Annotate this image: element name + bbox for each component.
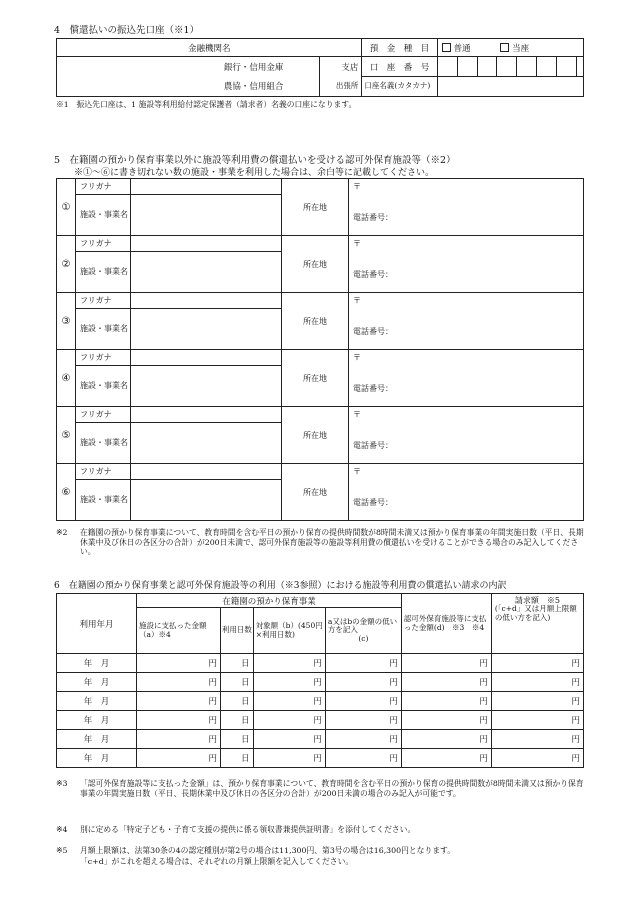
col-days-header: 利用日数 [221,608,254,654]
claim-row [57,711,584,730]
acct-digit-6[interactable] [537,57,557,77]
month-cell[interactable]: 年 月 [57,730,137,749]
postal-mark: 〒 [353,182,361,191]
s5-note: 在籍園の預かり保育事業について、教育時間を含む平日の預かり保育の提供時間数が8時間未満又は預かり保育事業の年間実施日数（平日、長期休業中及び休日の各区分の合計）が200日未満で、認可外保育施設等の施設等利用費の償還払いを受けることができる場合のみ記入してください。 [80,528,584,557]
amount-b-cell[interactable]: 円 [253,692,325,711]
note3: 「認可外保育施設等に支払った金額」は、預かり保育事業について、教育時間を含む平日の預かり保育の提供時間数が8時間未満又は預かり保育事業の年間実施日数（平日、長期休業中及び休日の各区分の合計）が200日未満の場合のみ記入が可能です。 [80,779,584,798]
furigana-label: フリガナ [76,464,131,480]
month-cell[interactable]: 年 月 [57,654,137,673]
days-cell[interactable]: 日 [221,730,254,749]
bank-account-table [56,38,584,97]
holder-label: 口座名義(カタカナ) [362,77,437,97]
facility-name-input[interactable] [131,195,282,236]
furigana-input[interactable] [131,407,282,423]
location-cell[interactable] [349,464,584,521]
facility-name-input[interactable] [131,480,282,521]
location-label: 所在地 [282,236,349,293]
facility-name-label [76,309,131,350]
amount-c-cell[interactable]: 円 [325,749,401,768]
location-cell[interactable] [349,179,584,236]
account-number-label: 口 座 番 号 [362,57,437,77]
facility-name-input[interactable] [131,252,282,293]
col-c-header [325,608,401,654]
amount-d-cell[interactable]: 円 [401,673,491,692]
request-amount-cell[interactable]: 円 [491,673,583,692]
amount-d-cell[interactable]: 円 [401,711,491,730]
days-cell[interactable]: 日 [221,673,254,692]
facility-name-input[interactable] [131,423,282,464]
request-amount-cell[interactable]: 円 [491,692,583,711]
month-cell[interactable]: 年 月 [57,692,137,711]
phone-label: 電話番号： [353,327,393,336]
claim-row [57,673,584,692]
claim-row [57,692,584,711]
col-c-text: a又はbの金額の低い方を記入 [327,616,398,635]
furigana-input[interactable] [131,179,282,195]
col-month-header: 利用年月 [57,594,137,654]
amount-d-cell[interactable]: 円 [401,730,491,749]
location-cell[interactable] [349,407,584,464]
futsu-label: 普通 [453,43,471,54]
amount-a-cell[interactable]: 円 [136,711,220,730]
col-b-header: 対象額（b）(450円×利用日数) [253,608,325,654]
days-cell[interactable]: 日 [221,654,254,673]
amount-c-cell[interactable]: 円 [325,654,401,673]
section4-title: 4 償還払いの振込先口座（※1） [54,25,200,36]
bank-line: 銀行・信用金庫 [57,57,320,77]
phone-label: 電話番号： [353,213,393,222]
postal-mark: 〒 [353,410,361,419]
section5-subtitle: ※①～⑥に書き切れない数の施設・事業を利用した場合は、余白等に記載してください。 [74,168,435,178]
amount-b-cell[interactable]: 円 [253,711,325,730]
location-cell[interactable] [349,236,584,293]
request-amount-cell[interactable]: 円 [491,730,583,749]
postal-mark: 〒 [353,239,361,248]
location-label: 所在地 [282,350,349,407]
amount-d-cell[interactable]: 円 [401,654,491,673]
furigana-label: フリガナ [76,293,131,309]
checkbox-toza[interactable] [500,43,509,52]
amount-b-cell[interactable]: 円 [253,730,325,749]
note5a: 月額上限額は、法第30条の4の認定種別が第2号の場合は11,300円、第3号の場合は16,300円となります。 [80,846,456,855]
location-cell[interactable] [349,350,584,407]
col-req-header [491,594,583,654]
location-label: 所在地 [282,179,349,236]
note4: 別に定める「特定子ども・子育て支援の提供に係る領収書兼提供証明書」を添付してください。 [80,825,416,834]
postal-mark: 〒 [353,296,361,305]
toza-label: 当座 [512,43,530,54]
acct-digit-4[interactable] [497,57,517,77]
amount-a-cell[interactable]: 円 [136,673,220,692]
phone-label: 電話番号： [353,498,393,507]
furigana-input[interactable] [131,464,282,480]
location-label: 所在地 [282,407,349,464]
acct-digit-7[interactable] [557,57,577,77]
claim-table [56,593,584,768]
claim-row [57,730,584,749]
amount-b-cell[interactable]: 円 [253,673,325,692]
col-c-mark: (c) [358,633,369,643]
facility-number: ② [57,236,76,293]
note3-mark: ※3 [56,779,68,788]
acct-digit-3[interactable] [477,57,497,77]
acct-digit-5[interactable] [517,57,537,77]
facility-number: ⑥ [57,464,76,521]
facility-table [56,178,584,521]
noukyo-line: 農協・信用組合 [57,77,320,97]
claim-row [57,654,584,673]
facility-name-input[interactable] [131,309,282,350]
section5-title: 5 在籍園の預かり保育事業以外に施設等利用費の償還払いを受ける認可外保育施設等（※2） [54,155,456,166]
furigana-label: フリガナ [76,407,131,423]
postal-mark: 〒 [353,353,361,362]
facility-name-label [76,252,131,293]
facility-name-text: 施設・事業名 [80,381,128,391]
furigana-label: フリガナ [76,350,131,366]
facility-number: ④ [57,350,76,407]
furigana-input[interactable] [131,350,282,366]
amount-a-cell[interactable]: 円 [136,749,220,768]
col-group-header: 在籍園の預かり保育事業 [136,594,401,608]
facility-number: ③ [57,293,76,350]
section6-title: 6 在籍園の預かり保育事業と認可外保育施設等の利用（※3参照）における施設等利用費の償還払い請求の内訳 [54,581,507,591]
note4-mark: ※4 [56,825,68,834]
days-cell[interactable]: 日 [221,711,254,730]
facility-name-label [76,366,131,407]
amount-c-cell[interactable]: 円 [325,692,401,711]
month-cell[interactable]: 年 月 [57,711,137,730]
amount-c-cell[interactable]: 円 [325,711,401,730]
claim-row [57,749,584,768]
col-req-title: 請求額 ※5 [514,596,560,605]
furigana-input[interactable] [131,236,282,252]
amount-c-cell[interactable]: 円 [325,673,401,692]
request-amount-cell[interactable]: 円 [491,749,583,768]
amount-b-cell[interactable]: 円 [253,749,325,768]
acct-digit-2[interactable] [457,57,477,77]
days-cell[interactable]: 日 [221,692,254,711]
holder-input[interactable] [437,77,583,97]
s5-note-mark: ※2 [56,528,68,537]
furigana-label: フリガナ [76,179,131,195]
checkbox-futsu[interactable] [442,43,451,52]
col-req-sub: (「c+d」又は月額上限額の低い方を記入) [494,604,577,622]
facility-name-input[interactable] [131,366,282,407]
s4-note: ※1 振込先口座は、1 施設等利用給付認定保護者（請求者）名義の口座になります。 [56,100,357,109]
facility-name-text: 施設・事業名 [80,324,128,334]
facility-name-label [76,195,131,236]
location-cell[interactable] [349,293,584,350]
note5-mark: ※5 [56,846,68,855]
branch-label: 支店 [320,57,362,77]
bank-name-header: 金融機関名 [57,39,362,57]
phone-label: 電話番号： [353,270,393,279]
request-amount-cell[interactable]: 円 [491,711,583,730]
amount-a-cell[interactable]: 円 [136,692,220,711]
branch2-label: 出張所 [320,77,362,97]
facility-name-label [76,480,131,521]
facility-name-text: 施設・事業名 [80,267,128,277]
days-cell[interactable]: 日 [221,749,254,768]
phone-label: 電話番号： [353,384,393,393]
account-type-options [437,39,583,57]
location-label: 所在地 [282,464,349,521]
facility-name-text: 施設・事業名 [80,438,128,448]
furigana-label: フリガナ [76,236,131,252]
amount-a-cell[interactable]: 円 [136,654,220,673]
month-cell[interactable]: 年 月 [57,673,137,692]
amount-b-cell[interactable]: 円 [253,654,325,673]
col-a-header: 施設に支払った金額（a）※4 [136,608,220,654]
phone-label: 電話番号： [353,441,393,450]
request-amount-cell[interactable]: 円 [491,654,583,673]
facility-name-text: 施設・事業名 [80,210,128,220]
note5b: 「c+d」がこれを超える場合は、それぞれの月額上限額を記入してください。 [80,857,354,866]
facility-number: ⑤ [57,407,76,464]
account-type-label: 預 金 種 目 [362,39,437,57]
amount-c-cell[interactable]: 円 [325,730,401,749]
facility-name-text: 施設・事業名 [80,495,128,505]
amount-d-cell[interactable]: 円 [401,692,491,711]
postal-mark: 〒 [353,467,361,476]
month-cell[interactable]: 年 月 [57,749,137,768]
facility-name-label [76,423,131,464]
amount-d-cell[interactable]: 円 [401,749,491,768]
furigana-input[interactable] [131,293,282,309]
col-d-header: 認可外保育施設等に支払った金額(d) ※3 ※4 [401,594,491,654]
facility-number: ① [57,179,76,236]
acct-digit-1[interactable] [437,57,457,77]
amount-a-cell[interactable]: 円 [136,730,220,749]
location-label: 所在地 [282,293,349,350]
